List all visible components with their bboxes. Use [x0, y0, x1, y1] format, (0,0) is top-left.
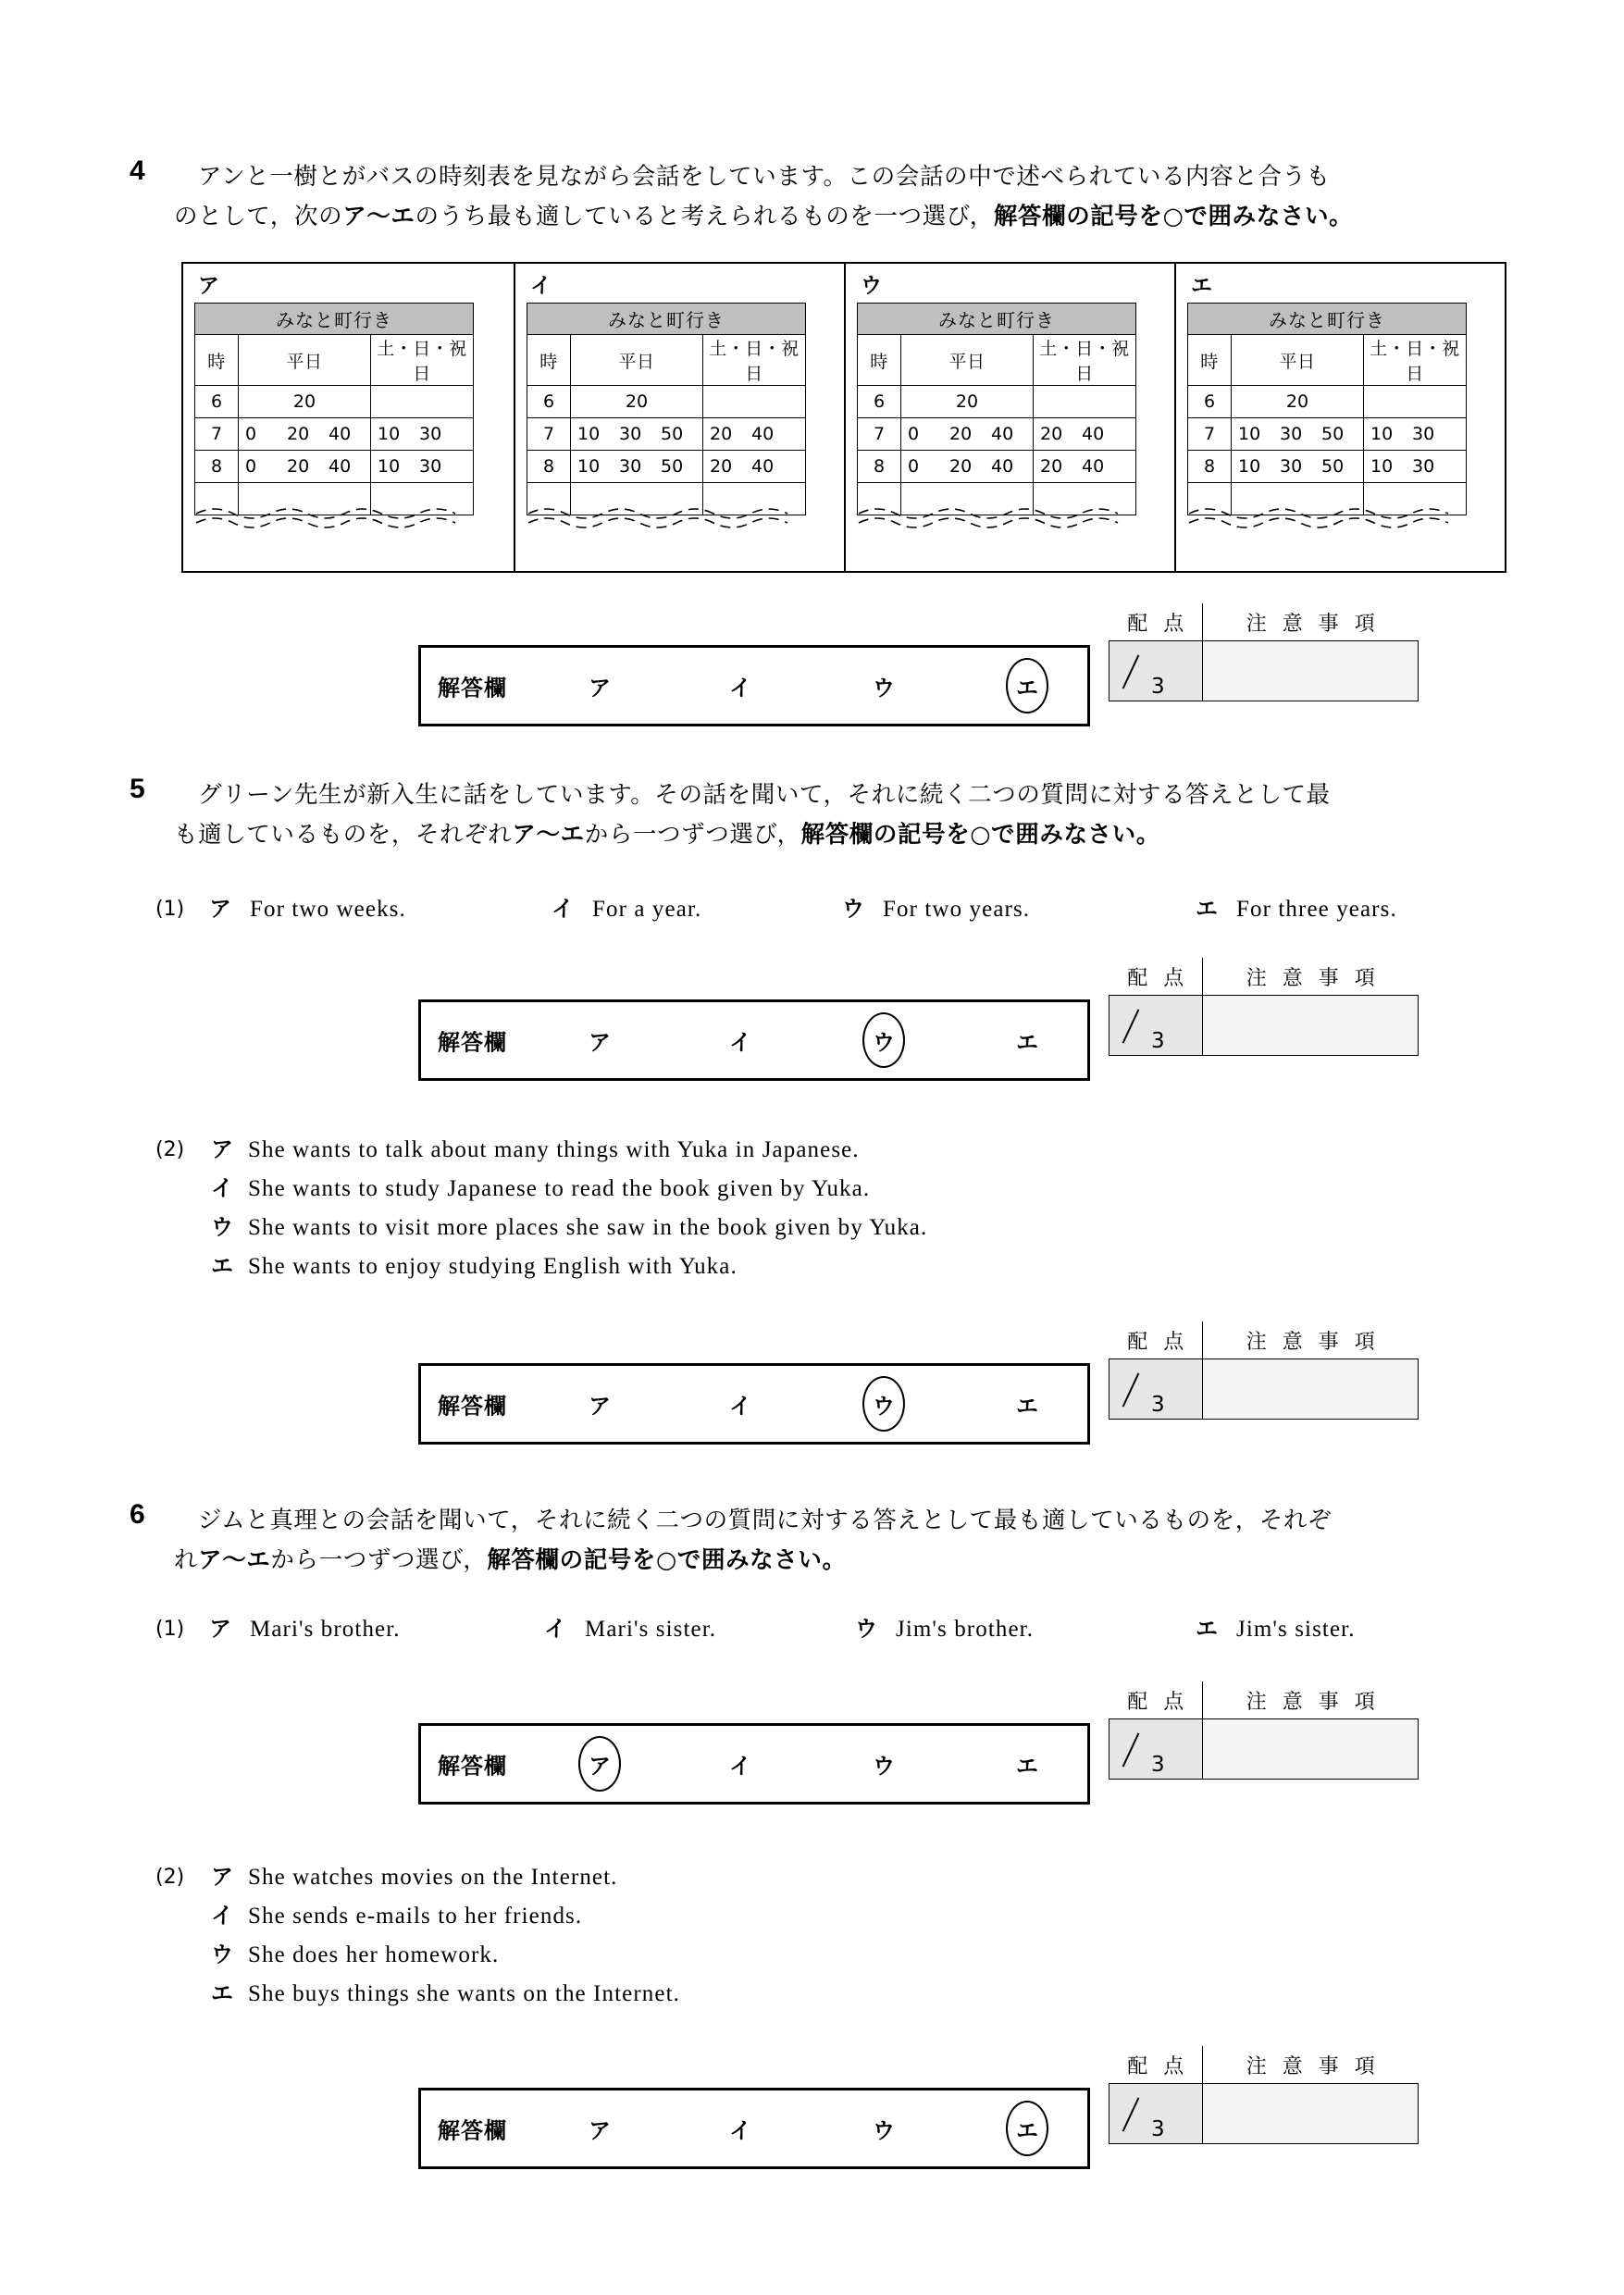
timetable-a-r2-wk1: 20: [287, 456, 310, 477]
score-header-points-q6-2: 配 点: [1110, 2046, 1203, 2084]
timetable-b-r1-hour: 7: [527, 418, 571, 451]
answer-label-q6-1: 解答欄: [438, 1754, 507, 1780]
q5-sub1-option-c[interactable]: [842, 890, 1030, 929]
q6-sub1-option-c[interactable]: [855, 1610, 1034, 1649]
question-6-prompt-line2c: から一つずつ選び，: [270, 1546, 488, 1574]
answer-box-q4[interactable]: [418, 645, 1090, 726]
timetable-c: [844, 264, 1174, 571]
score-value-cell-q5-2[interactable]: [1110, 1359, 1203, 1420]
q6-sub1-option-b[interactable]: [544, 1610, 716, 1649]
table-row: [858, 451, 1136, 483]
question-6-sub1-options: [155, 1610, 1497, 1649]
score-header-points-q5-2: 配 点: [1110, 1321, 1203, 1359]
timetable-a-col-weekday: 平日: [239, 335, 371, 386]
timetable-c-title: みなと町行き: [858, 304, 1136, 335]
score-header-points-q4: 配 点: [1110, 603, 1203, 641]
answer-choice-q6-1-b[interactable]: イ: [729, 1754, 751, 1780]
score-value-cell-q6-2[interactable]: [1110, 2084, 1203, 2144]
timetable-c-col-weekday: 平日: [901, 335, 1034, 386]
timetable-c-r2-hol1: 40: [1082, 456, 1105, 477]
timetable-b-r0-hour: 6: [527, 386, 571, 418]
question-6-prompt-line2a: れ: [174, 1546, 199, 1574]
q5-sub1-option-d-text: For three years.: [1236, 897, 1397, 922]
timetable-c-r2-wk0: 0: [908, 456, 920, 477]
table-row: [858, 386, 1136, 418]
q6-sub2-option-d-text: She buys things she wants on the Internet.: [248, 1981, 680, 2006]
timetable-b-r2-hol1: 40: [751, 456, 775, 477]
q6-sub2-option-a-mark: ア: [211, 1865, 233, 1890]
timetable-d-r2-hol1: 30: [1412, 456, 1435, 477]
answer-circle-q6-1: [578, 1736, 621, 1792]
question-4-prompt-choices: ア～エ: [342, 203, 415, 230]
question-5-prompt-line2a: も適しているものを，それぞれ: [174, 821, 513, 849]
timetable-a-r2-hol0: 10: [378, 456, 401, 477]
timetable-c-r1-hour: 7: [858, 418, 901, 451]
table-row: [195, 451, 474, 483]
timetable-c-r1-wk0: 0: [908, 424, 920, 444]
question-6-prompt: [174, 1501, 1499, 1581]
timetable-a-r1-wk2: 40: [329, 424, 352, 444]
q6-sub1-option-b-mark: イ: [544, 1617, 566, 1642]
score-box-q5-2: [1109, 1321, 1419, 1420]
question-6-prompt-instruction: 解答欄の記号を○で囲みなさい。: [487, 1546, 847, 1574]
timetable-b-r1-wk2: 50: [661, 424, 684, 444]
timetable-b-r1-hol1: 40: [751, 424, 775, 444]
question-6-sub2-options: [155, 1858, 1497, 2014]
answer-choice-q6-1-d[interactable]: エ: [1016, 1754, 1038, 1780]
answer-choice-q5-2-a[interactable]: ア: [589, 1394, 611, 1420]
timetable-d: [1174, 264, 1505, 571]
timetable-c-r0-hol: [1034, 386, 1136, 418]
timetable-d-r1-wk2: 50: [1321, 424, 1345, 444]
q6-sub1-option-c-text: Jim's brother.: [896, 1617, 1035, 1642]
timetable-a-table: [194, 303, 474, 515]
table-row: [527, 386, 806, 418]
table-row: [1188, 418, 1467, 451]
q5-sub2-option-a-mark: ア: [211, 1137, 233, 1162]
timetable-b-r2-hour: 8: [527, 451, 571, 483]
timetable-a-r2-hol1: 30: [419, 456, 442, 477]
q5-sub2-option-c-text: She wants to visit more places she saw in the book given by Yuka.: [248, 1215, 928, 1240]
answer-choice-q6-2-d[interactable]: エ: [1016, 2118, 1038, 2144]
timetable-b-r1-wk1: 30: [619, 424, 642, 444]
timetable-a-r1-hour: 7: [195, 418, 239, 451]
score-box-q4: [1109, 603, 1419, 701]
answer-label-q4: 解答欄: [438, 676, 507, 701]
q6-sub1-option-d-text: Jim's sister.: [1236, 1617, 1356, 1642]
q6-sub1-option-a-mark: ア: [209, 1617, 231, 1642]
timetable-group: [181, 262, 1506, 573]
answer-box-q5-2[interactable]: [418, 1363, 1090, 1445]
timetable-b-r0-hol: [703, 386, 806, 418]
question-5-sub1-options: [155, 890, 1497, 929]
score-header-points-q5-1: 配 点: [1110, 958, 1203, 996]
q6-sub1-option-a-text: Mari's brother.: [250, 1617, 401, 1642]
q5-sub1-option-a-text: For two weeks.: [250, 897, 406, 922]
score-header-notes-q4: 注 意 事 項: [1203, 603, 1419, 641]
timetable-b-col-hour: 時: [527, 335, 571, 386]
answer-circle-q5-1: [862, 1012, 905, 1068]
q6-sub1-option-d-mark: エ: [1196, 1617, 1218, 1642]
score-header-notes-q5-2: 注 意 事 項: [1203, 1321, 1419, 1359]
timetable-b-label: イ: [530, 273, 552, 297]
q6-sub2-option-d-mark: エ: [211, 1981, 233, 2006]
timetable-c-r2-hol0: 20: [1040, 456, 1063, 477]
answer-label-q6-2: 解答欄: [438, 2118, 507, 2144]
answer-choice-q4-a[interactable]: ア: [589, 676, 611, 701]
answer-choice-q5-1-d[interactable]: エ: [1016, 1030, 1038, 1056]
table-row: [527, 451, 806, 483]
answer-choice-q6-2-a[interactable]: ア: [589, 2118, 611, 2144]
q6-sub2-option-b[interactable]: [155, 1897, 1497, 1936]
q5-sub1-option-d-mark: エ: [1196, 897, 1218, 922]
answer-box-q6-2[interactable]: [418, 2088, 1090, 2169]
q5-sub1-option-a-mark: ア: [209, 897, 231, 922]
question-4-prompt-line2a: のとして，次の: [174, 203, 343, 230]
timetable-d-r1-wk1: 30: [1280, 424, 1303, 444]
timetable-b-table: [527, 303, 806, 515]
timetable-a-col-holiday: 土・日・祝日: [371, 335, 474, 386]
score-value-cell-q5-1[interactable]: [1110, 996, 1203, 1056]
q6-sub1-option-d[interactable]: [1196, 1610, 1356, 1649]
answer-choice-q6-2-b[interactable]: イ: [729, 2118, 751, 2144]
timetable-c-r1-wk2: 40: [991, 424, 1014, 444]
question-5-number: 5: [130, 774, 145, 804]
score-denominator-q6-1: 3: [1151, 1753, 1165, 1777]
timetable-b-r1-hol0: 20: [710, 424, 733, 444]
timetable-a-r1-hol0: 10: [378, 424, 401, 444]
score-value-cell-q6-1[interactable]: [1110, 1719, 1203, 1780]
question-5-prompt-line2c: から一つずつ選び，: [584, 821, 801, 849]
score-header-notes-q5-1: 注 意 事 項: [1203, 958, 1419, 996]
table-row: [1188, 386, 1467, 418]
score-slash-icon-q5-1: [1122, 1009, 1140, 1043]
timetable-d-r1-hour: 7: [1188, 418, 1232, 451]
answer-label-q5-2: 解答欄: [438, 1394, 507, 1420]
timetable-d-r0-hol: [1364, 386, 1467, 418]
question-4-prompt-instruction: 解答欄の記号を○で囲みなさい。: [993, 203, 1354, 230]
timetable-d-r2-hour: 8: [1188, 451, 1232, 483]
timetable-c-table: [857, 303, 1136, 515]
answer-circle-q4: [1006, 658, 1048, 713]
score-denominator-q4: 3: [1151, 675, 1165, 699]
q6-sub2-option-a-text: She watches movies on the Internet.: [248, 1865, 618, 1890]
q6-sub2-option-c[interactable]: [155, 1936, 1497, 1975]
timetable-d-r0-hour: 6: [1188, 386, 1232, 418]
timetable-b-r2-wk2: 50: [661, 456, 684, 477]
score-notes-cell-q6-2[interactable]: [1203, 2084, 1419, 2144]
timetable-c-r1-hol1: 40: [1082, 424, 1105, 444]
timetable-c-r1-hol0: 20: [1040, 424, 1063, 444]
timetable-a: [183, 264, 514, 571]
timetable-a-r2-wk2: 40: [329, 456, 352, 477]
question-5-prompt-instruction: 解答欄の記号を○で囲みなさい。: [800, 821, 1160, 849]
timetable-d-table: [1187, 303, 1467, 515]
q5-sub2-option-d[interactable]: [155, 1247, 1497, 1286]
q5-sub2-option-b-mark: イ: [211, 1176, 233, 1201]
score-slash-icon-q5-2: [1122, 1372, 1140, 1407]
timetable-a-r0-hol: [371, 386, 474, 418]
question-5-prompt-choices: ア～エ: [512, 821, 585, 849]
q6-sub2-option-a[interactable]: [155, 1858, 1497, 1897]
score-slash-icon-q4: [1122, 654, 1140, 688]
answer-choice-q4-c[interactable]: ウ: [873, 676, 895, 701]
q5-sub1-option-b-mark: イ: [552, 897, 574, 922]
score-notes-cell-q5-2[interactable]: [1203, 1359, 1419, 1420]
timetable-d-r2-hol0: 10: [1370, 456, 1394, 477]
score-slash-icon-q6-1: [1122, 1732, 1140, 1767]
timetable-a-r0-wk0: 20: [292, 391, 316, 412]
timetable-c-r2-hour: 8: [858, 451, 901, 483]
answer-choice-q6-2-c[interactable]: ウ: [873, 2118, 895, 2144]
score-box-q6-2: [1109, 2046, 1419, 2144]
timetable-d-r1-wk0: 10: [1238, 424, 1261, 444]
score-slash-icon-q6-2: [1122, 2097, 1140, 2131]
q5-sub1-paren: (1): [155, 898, 185, 921]
answer-box-q5-1[interactable]: [418, 999, 1090, 1081]
timetable-a-title: みなと町行き: [195, 304, 474, 335]
timetable-b-col-weekday: 平日: [571, 335, 703, 386]
timetable-a-label: ア: [198, 273, 219, 297]
q5-sub2-option-d-mark: エ: [211, 1254, 233, 1279]
q6-sub1-paren: (1): [155, 1618, 185, 1641]
question-4-prompt-line2c: のうち最も適していると考えられるものを一つ選び，: [415, 203, 994, 230]
timetable-d-col-holiday: 土・日・祝日: [1364, 335, 1467, 386]
q5-sub1-option-c-mark: ウ: [842, 897, 864, 922]
answer-choice-q5-1-c[interactable]: ウ: [873, 1030, 895, 1056]
table-row: [1188, 451, 1467, 483]
timetable-d-title: みなと町行き: [1188, 304, 1467, 335]
q5-sub2-option-b[interactable]: [155, 1170, 1497, 1209]
timetable-a-r1-wk1: 20: [287, 424, 310, 444]
score-notes-cell-q5-1[interactable]: [1203, 996, 1419, 1056]
q5-sub2-option-b-text: She wants to study Japanese to read the book given by Yuka.: [248, 1176, 871, 1201]
q5-sub1-option-d[interactable]: [1196, 890, 1397, 929]
question-6-prompt-choices: ア～エ: [198, 1546, 271, 1574]
question-5-prompt: [174, 775, 1499, 855]
score-denominator-q6-2: 3: [1151, 2117, 1165, 2141]
answer-choice-q4-b[interactable]: イ: [729, 676, 751, 701]
q6-sub2-option-d[interactable]: [155, 1975, 1497, 2014]
answer-choice-q5-1-b[interactable]: イ: [729, 1030, 751, 1056]
timetable-c-col-hour: 時: [858, 335, 901, 386]
q6-sub2-paren: (2): [155, 1866, 185, 1889]
q6-sub1-option-c-mark: ウ: [855, 1617, 877, 1642]
timetable-b-r2-wk0: 10: [577, 456, 601, 477]
q5-sub1-option-a[interactable]: [209, 890, 406, 929]
timetable-b: [514, 264, 844, 571]
answer-choice-q5-2-d[interactable]: エ: [1016, 1394, 1038, 1420]
score-denominator-q5-2: 3: [1151, 1393, 1165, 1417]
q6-sub2-option-b-mark: イ: [211, 1904, 233, 1929]
timetable-d-r0-wk0: 20: [1285, 391, 1309, 412]
q5-sub1-option-b[interactable]: [552, 890, 701, 929]
timetable-d-r1-hol1: 30: [1412, 424, 1435, 444]
timetable-d-r2-wk1: 30: [1280, 456, 1303, 477]
timetable-a-r1-wk0: 0: [245, 424, 257, 444]
answer-circle-q6-2: [1006, 2101, 1048, 2156]
score-notes-cell-q6-1[interactable]: [1203, 1719, 1419, 1780]
score-header-notes-q6-2: 注 意 事 項: [1203, 2046, 1419, 2084]
question-6-prompt-line1: ジムと真理との会話を聞いて，それに続く二つの質問に対する答えとして最も適しているものを，それぞ: [198, 1507, 1333, 1534]
question-4-number: 4: [130, 155, 145, 186]
timetable-d-r2-wk2: 50: [1321, 456, 1345, 477]
timetable-c-r2-wk2: 40: [991, 456, 1014, 477]
q5-sub2-option-a-text: She wants to talk about many things with Yuka in Japanese.: [248, 1137, 860, 1162]
q6-sub1-option-a[interactable]: [209, 1610, 401, 1649]
question-5-sub2-options: [155, 1131, 1497, 1286]
answer-choice-q6-1-a[interactable]: ア: [589, 1754, 611, 1780]
score-header-points-q6-1: 配 点: [1110, 1681, 1203, 1719]
timetable-b-r0-wk0: 20: [625, 391, 649, 412]
timetable-c-r0-hour: 6: [858, 386, 901, 418]
q5-sub2-option-c-mark: ウ: [211, 1215, 233, 1240]
answer-choice-q4-d[interactable]: エ: [1016, 676, 1038, 701]
timetable-d-r1-hol0: 10: [1370, 424, 1394, 444]
score-value-cell-q4[interactable]: [1110, 641, 1203, 701]
table-row: [195, 418, 474, 451]
q5-sub2-option-d-text: She wants to enjoy studying English with Yuka.: [248, 1254, 738, 1279]
timetable-c-r0-wk0: 20: [955, 391, 979, 412]
question-4-prompt-line1: アンと一樹とがバスの時刻表を見ながら会話をしています。この会話の中で述べられている内容と合うも: [198, 163, 1331, 191]
timetable-d-col-hour: 時: [1188, 335, 1232, 386]
timetable-a-col-hour: 時: [195, 335, 239, 386]
timetable-b-r2-hol0: 20: [710, 456, 733, 477]
q6-sub2-option-c-mark: ウ: [211, 1942, 233, 1967]
q5-sub1-option-c-text: For two years.: [883, 897, 1031, 922]
question-5-block: [130, 775, 1499, 855]
question-4-block: [130, 157, 1499, 237]
timetable-b-title: みなと町行き: [527, 304, 806, 335]
q5-sub2-option-a[interactable]: [155, 1131, 1497, 1170]
timetable-a-r0-hour: 6: [195, 386, 239, 418]
question-5-prompt-line1: グリーン先生が新入生に話をしています。その話を聞いて，それに続く二つの質問に対する答えとして最: [198, 781, 1331, 809]
answer-choice-q6-1-c[interactable]: ウ: [873, 1754, 895, 1780]
score-header-notes-q6-1: 注 意 事 項: [1203, 1681, 1419, 1719]
q6-sub2-option-b-text: She sends e-mails to her friends.: [248, 1904, 583, 1929]
timetable-b-r1-wk0: 10: [577, 424, 601, 444]
q6-sub2-option-c-text: She does her homework.: [248, 1942, 500, 1967]
timetable-d-label: エ: [1191, 273, 1212, 297]
score-box-q5-1: [1109, 958, 1419, 1056]
table-row: [858, 418, 1136, 451]
answer-choice-q5-1-a[interactable]: ア: [589, 1030, 611, 1056]
timetable-a-r1-hol1: 30: [419, 424, 442, 444]
score-denominator-q5-1: 3: [1151, 1029, 1165, 1053]
score-notes-cell-q4[interactable]: [1203, 641, 1419, 701]
q5-sub1-option-b-text: For a year.: [592, 897, 702, 922]
timetable-c-label: ウ: [861, 273, 882, 297]
answer-choice-q5-2-c[interactable]: ウ: [873, 1394, 895, 1420]
answer-label-q5-1: 解答欄: [438, 1030, 507, 1056]
timetable-d-r2-wk0: 10: [1238, 456, 1261, 477]
table-row: [527, 418, 806, 451]
score-box-q6-1: [1109, 1681, 1419, 1780]
timetable-c-r1-wk1: 20: [949, 424, 973, 444]
q5-sub2-paren: (2): [155, 1138, 185, 1161]
q5-sub2-option-c[interactable]: [155, 1209, 1497, 1247]
timetable-a-r2-wk0: 0: [245, 456, 257, 477]
answer-choice-q5-2-b[interactable]: イ: [729, 1394, 751, 1420]
answer-circle-q5-2: [862, 1376, 905, 1432]
q6-sub1-option-b-text: Mari's sister.: [585, 1617, 717, 1642]
timetable-c-r2-wk1: 20: [949, 456, 973, 477]
answer-box-q6-1[interactable]: [418, 1723, 1090, 1805]
question-4-prompt: [174, 157, 1499, 237]
timetable-b-col-holiday: 土・日・祝日: [703, 335, 806, 386]
timetable-c-col-holiday: 土・日・祝日: [1034, 335, 1136, 386]
question-6-block: [130, 1501, 1499, 1581]
timetable-b-r2-wk1: 30: [619, 456, 642, 477]
timetable-d-col-weekday: 平日: [1232, 335, 1364, 386]
timetable-a-r2-hour: 8: [195, 451, 239, 483]
question-6-number: 6: [130, 1499, 145, 1530]
table-row: [195, 386, 474, 418]
